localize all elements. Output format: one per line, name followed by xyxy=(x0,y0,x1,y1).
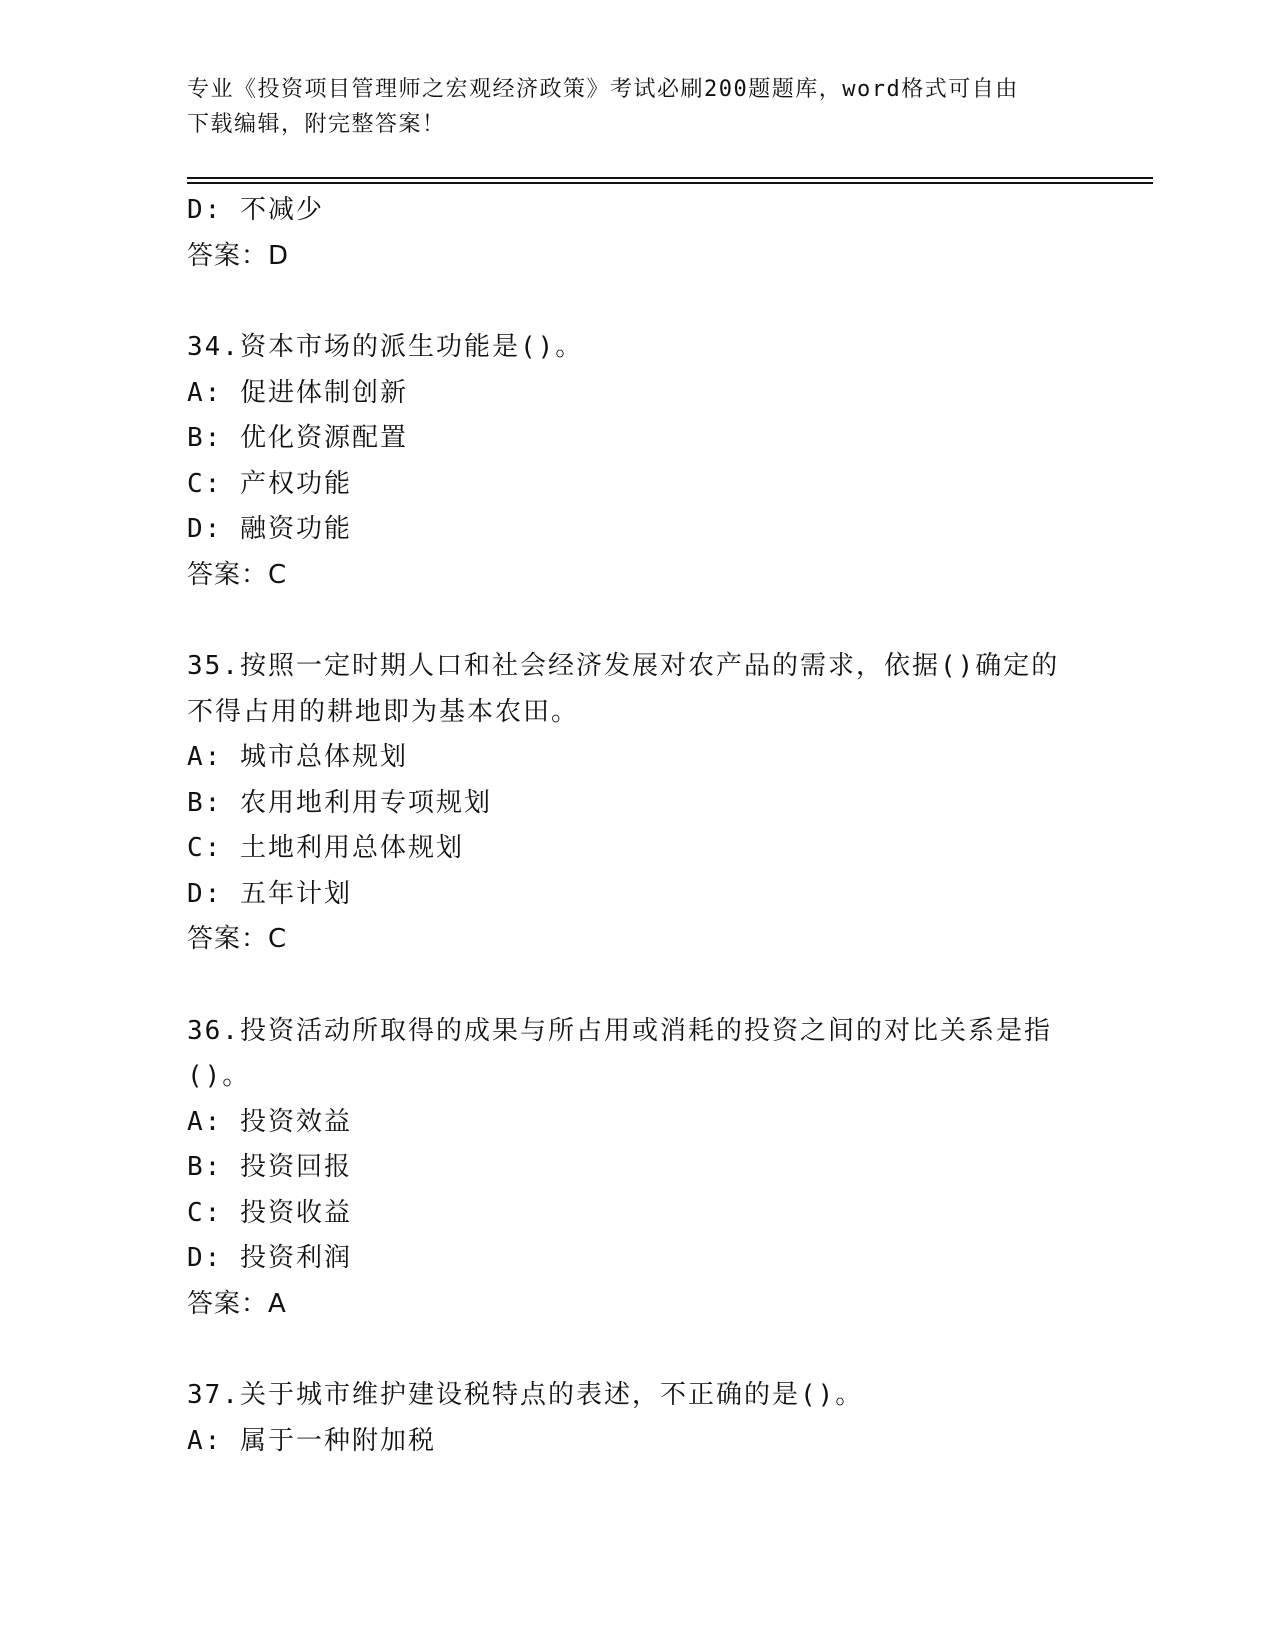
spacer xyxy=(187,279,1087,325)
question-text: 34.资本市场的派生功能是()。 xyxy=(187,332,584,362)
option-a: A: 城市总体规划 xyxy=(187,742,408,772)
option-c: C: 产权功能 xyxy=(187,468,352,499)
question-text-line1: 36.投资活动所取得的成果与所占用或消耗的投资之间的对比关系是指 xyxy=(187,1015,1052,1046)
option-d: D: 五年计划 xyxy=(187,878,352,909)
header-title-line2: 下载编辑，附完整答案！ xyxy=(187,112,446,137)
question-block-36 xyxy=(187,1009,1087,1328)
question-block-37 xyxy=(187,1373,1087,1464)
option-d: D: 融资功能 xyxy=(187,514,352,544)
question-text-line2: 不得占用的耕地即为基本农田。 xyxy=(187,696,580,727)
question-block-35 xyxy=(187,644,1087,963)
spacer xyxy=(187,963,1087,1009)
option-c: C: 投资收益 xyxy=(187,1197,352,1228)
question-text: 37.关于城市维护建设税特点的表述，不正确的是()。 xyxy=(187,1380,864,1410)
option-a: A: 属于一种附加税 xyxy=(187,1425,436,1456)
answer: 答案：D xyxy=(187,240,290,271)
spacer xyxy=(187,598,1087,644)
option-d: D: 投资利润 xyxy=(187,1243,352,1273)
header-rule-top xyxy=(187,177,1153,179)
spacer xyxy=(187,1327,1087,1373)
option-a: A: 投资效益 xyxy=(187,1106,352,1137)
option-c: C: 土地利用总体规划 xyxy=(187,833,464,863)
header-rule-bottom xyxy=(187,182,1153,184)
answer: 答案：A xyxy=(187,1288,287,1319)
question-block-34 xyxy=(187,325,1087,598)
option-b: B: 投资回报 xyxy=(187,1152,352,1182)
document-header xyxy=(187,72,1067,142)
option-a: A: 促进体制创新 xyxy=(187,377,408,408)
question-block-33 xyxy=(187,188,1087,279)
answer: 答案：C xyxy=(187,559,288,590)
option-b: B: 优化资源配置 xyxy=(187,423,408,453)
answer: 答案：C xyxy=(187,924,288,954)
question-text-line1: 35.按照一定时期人口和社会经济发展对农产品的需求，依据()确定的 xyxy=(187,651,1060,681)
question-list xyxy=(187,188,1087,1464)
option-d: D: 不减少 xyxy=(187,195,324,225)
header-title-line1: 专业《投资项目管理师之宏观经济政策》考试必刷200题题库，word格式可自由 xyxy=(187,77,1019,102)
question-text-line2: ()。 xyxy=(187,1061,251,1091)
option-b: B: 农用地利用专项规划 xyxy=(187,787,492,818)
